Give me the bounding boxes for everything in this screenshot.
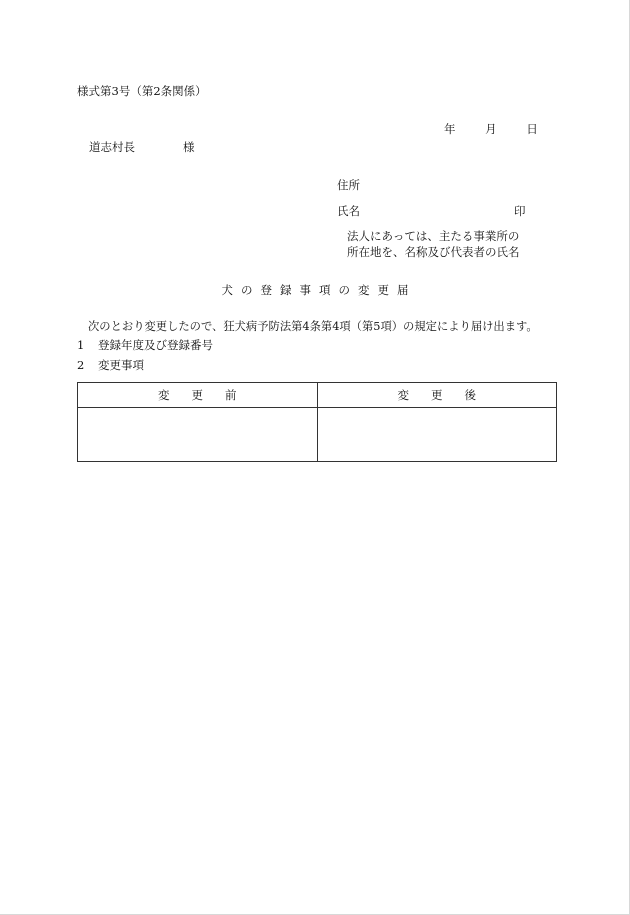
- title-char: 事: [299, 283, 311, 297]
- corporate-note-line1: 法人にあっては、主たる事業所の: [347, 229, 520, 243]
- title-char: 登: [260, 283, 272, 297]
- table-header-row: [78, 383, 557, 408]
- title-char: 録: [280, 283, 292, 297]
- date-day-label: 日: [526, 122, 538, 136]
- corporate-note-line2: 所在地を、名称及び代表者の氏名: [347, 245, 520, 259]
- title-char: 届: [397, 283, 409, 297]
- seal-label: 印: [514, 204, 526, 218]
- item-1-number: 1: [77, 338, 85, 352]
- document-title: [0, 285, 630, 297]
- title-char: 変: [358, 283, 370, 297]
- item-2: [77, 360, 144, 372]
- date-month-label: 月: [485, 122, 497, 136]
- title-char: 更: [377, 283, 389, 297]
- title-char: 犬: [221, 283, 233, 297]
- address-label: 住所: [337, 178, 360, 192]
- header-after: [317, 383, 557, 408]
- form-number: 様式第3号（第2条関係）: [77, 84, 207, 98]
- change-table: [77, 382, 557, 462]
- date-line: [444, 124, 538, 136]
- table-row: [78, 408, 557, 462]
- item-1-label: 登録年度及び登録番号: [97, 338, 213, 352]
- item-2-label: 変更事項: [97, 358, 144, 372]
- item-1: [77, 340, 213, 352]
- addressee-name: 道志村長: [89, 140, 135, 154]
- header-before-label: 変更前: [158, 388, 259, 402]
- title-char: の: [338, 283, 350, 297]
- addressee-honorific: 様: [183, 140, 195, 154]
- header-before: [78, 383, 318, 408]
- date-year-label: 年: [444, 122, 456, 136]
- cell-after: [317, 408, 557, 462]
- body-text: 次のとおり変更したので、狂犬病予防法第4条第4項（第5項）の規定により届け出ます。: [88, 320, 538, 333]
- cell-before: [78, 408, 318, 462]
- name-label: 氏名: [337, 204, 360, 218]
- title-char: の: [241, 283, 253, 297]
- item-2-number: 2: [77, 358, 85, 372]
- title-char: 項: [319, 283, 331, 297]
- header-after-label: 変更後: [397, 388, 498, 402]
